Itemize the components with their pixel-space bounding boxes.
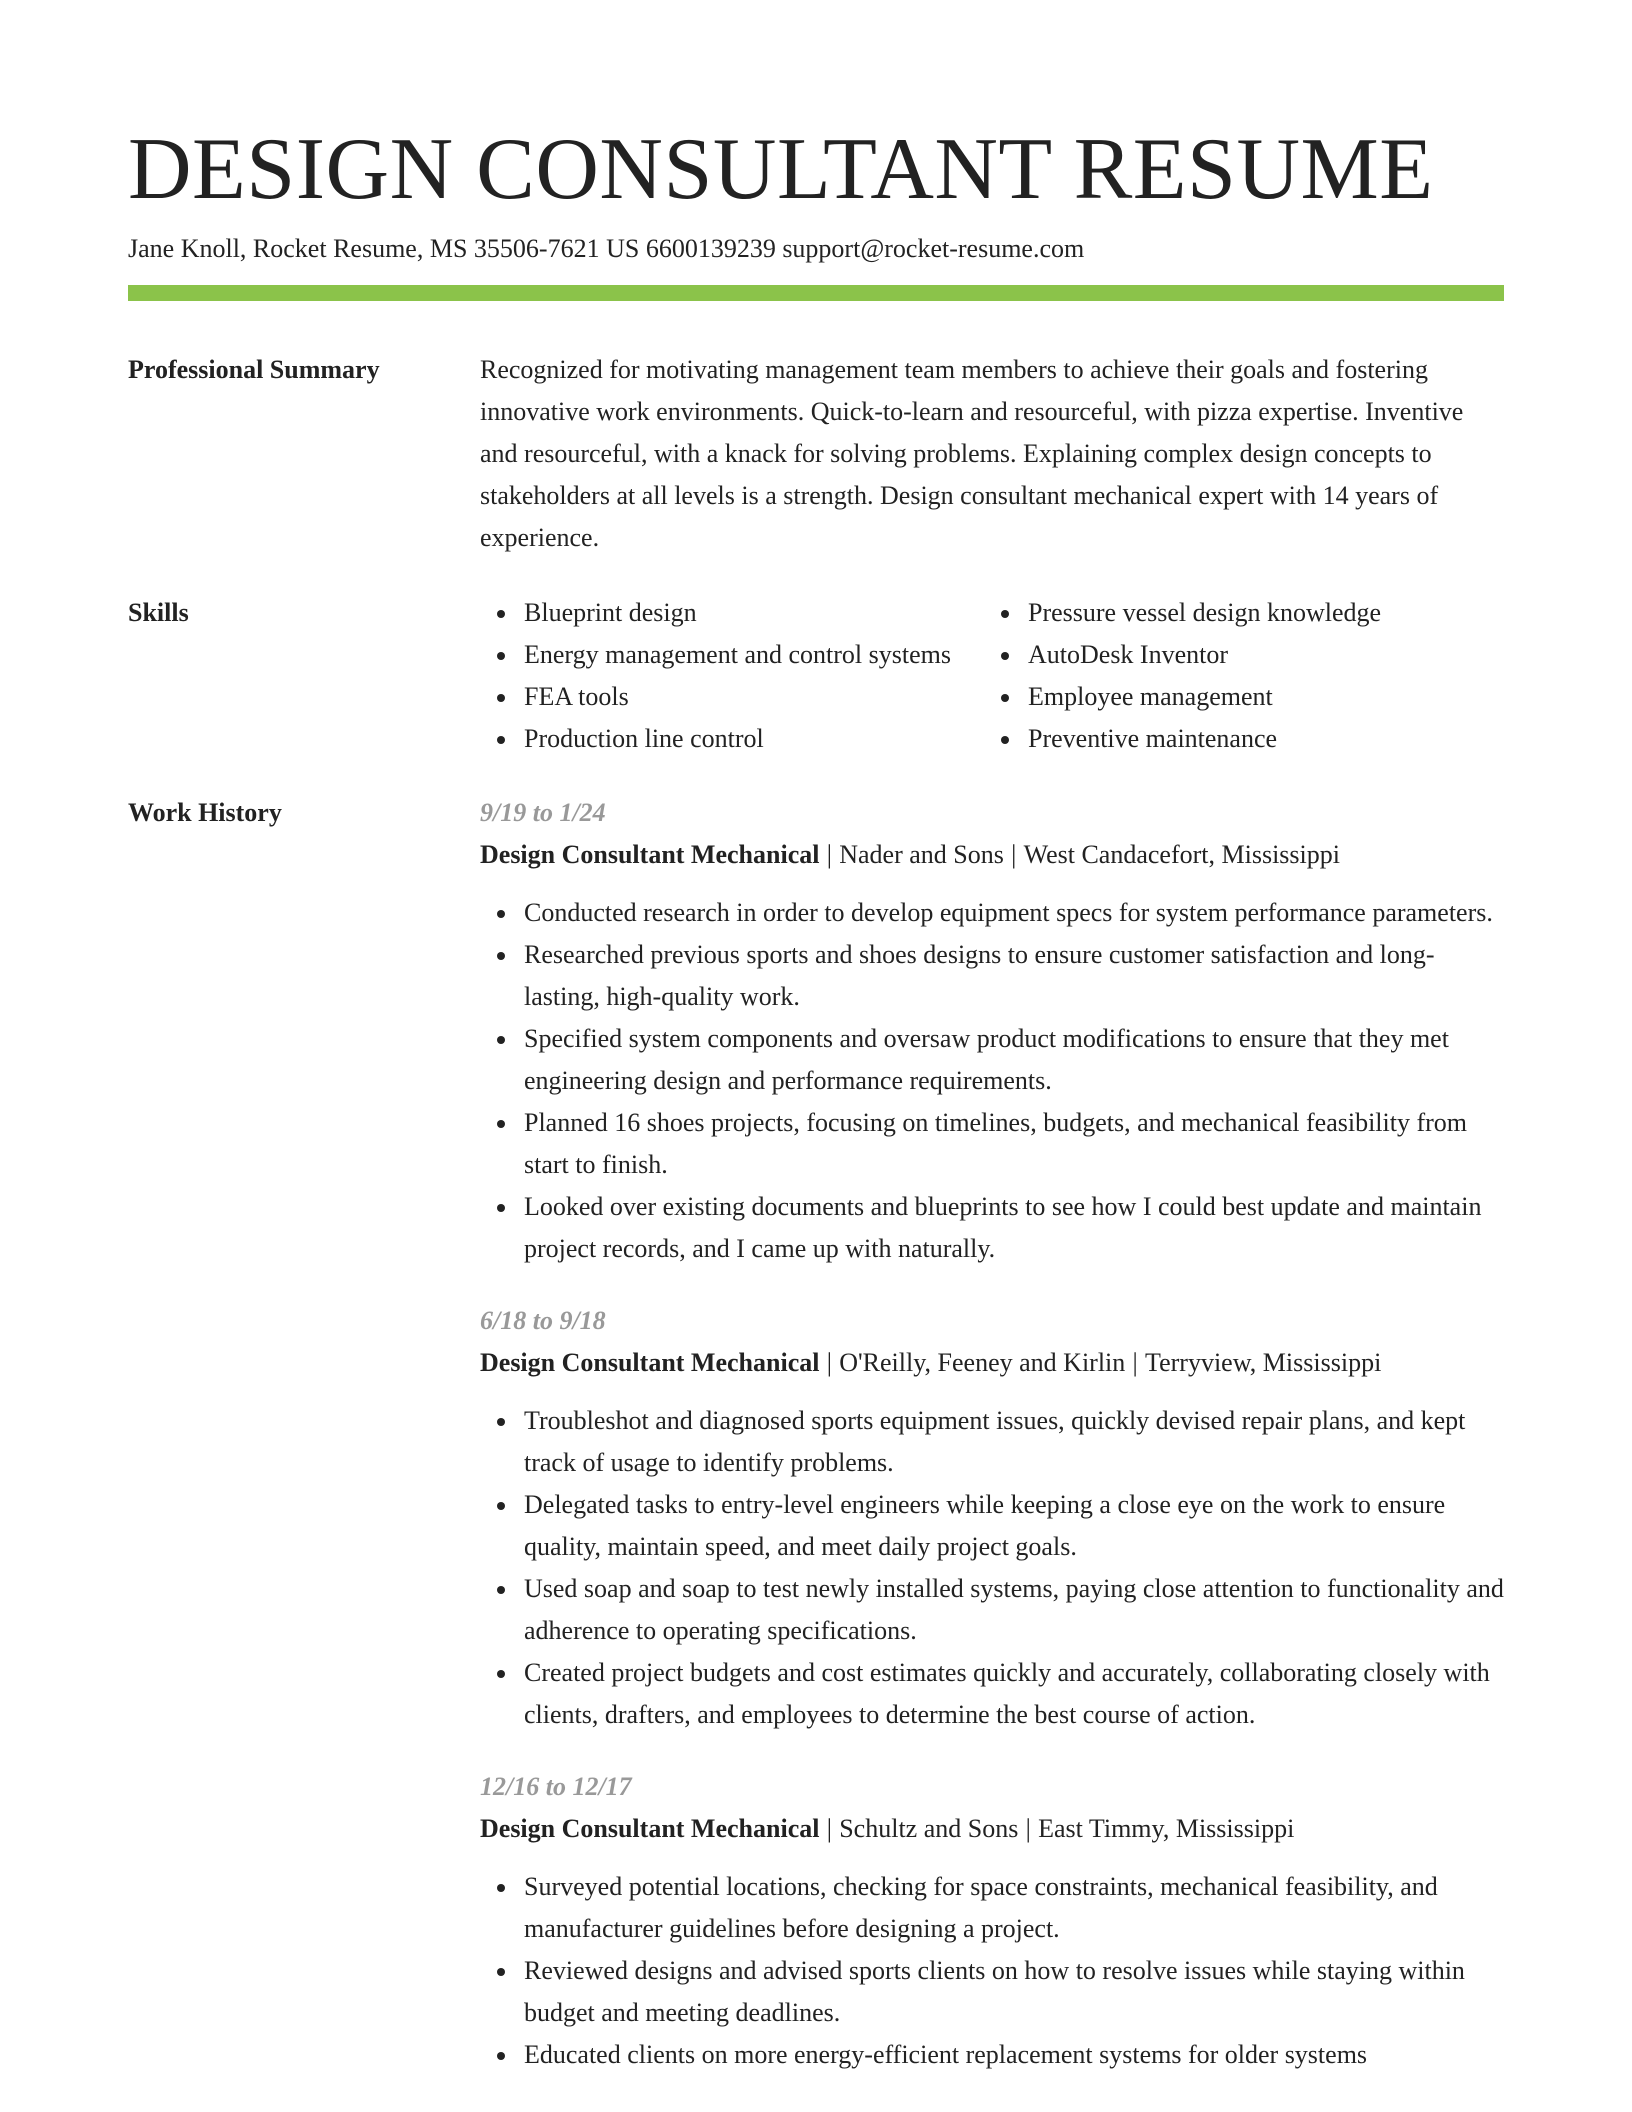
job-dates: 6/18 to 9/18 [480,1306,606,1335]
job-location: West Candacefort, Mississippi [1023,840,1340,869]
skills-body [480,592,1504,760]
contact-name-address: Jane Knoll, Rocket Resume, MS 35506-7621 US [128,234,640,263]
job-dates: 12/16 to 12/17 [480,1772,632,1801]
skill-item: AutoDesk Inventor [984,634,1504,676]
job-bullet: Educated clients on more energy-efficient replacement systems for older systems [480,2034,1504,2076]
job-bullet-list [480,1400,1504,1736]
job-bullet: Surveyed potential locations, checking for space constraints, mechanical feasibility, and manufacturer guidelines before designing a project. [480,1866,1504,1950]
separator: | [1025,1814,1031,1843]
job-company: Nader and Sons [839,840,1004,869]
job-header [480,1342,1504,1384]
skill-item: Employee management [984,676,1504,718]
job-title: Design Consultant Mechanical [480,1348,820,1377]
job-company: O'Reilly, Feeney and Kirlin [839,1348,1126,1377]
page-title: DESIGN CONSULTANT RESUME [128,121,1434,218]
job-title: Design Consultant Mechanical [480,840,820,869]
skill-item: Preventive maintenance [984,718,1504,760]
skills-columns [480,592,1504,760]
job-location: Terryview, Mississippi [1145,1348,1382,1377]
separator: | [826,1814,832,1843]
job-bullet: Created project budgets and cost estimates quickly and accurately, collaborating closely with clients, drafters, and employees to determine the best course of action. [480,1652,1504,1736]
skills-list-left [480,592,984,760]
summary-text: Recognized for motivating management team members to achieve their goals and fostering innovative work environments. Quick-to-learn and resourceful, with pizza expertise. Inventive and resourceful, with a knack for solving problems. Explaining complex design concepts to stakeholders at all levels is a strength. Design consultant mechanical expert with 14 years of experience. [480,355,1464,552]
contact-line [128,232,1084,266]
skill-item: Production line control [480,718,984,760]
work-history-body [480,792,1504,2076]
job-bullet: Delegated tasks to entry-level engineers while keeping a close eye on the work to ensure quality, maintain speed, and meet daily project goals. [480,1484,1504,1568]
separator: | [826,840,832,869]
separator: | [826,1348,832,1377]
job-entry [480,792,1504,1270]
job-header [480,1808,1504,1850]
accent-divider [128,285,1504,301]
job-entry [480,1766,1504,2076]
job-entry [480,1300,1504,1736]
skill-item: Pressure vessel design knowledge [984,592,1504,634]
summary-label: Professional Summary [128,355,380,384]
contact-email: support@rocket-resume.com [782,234,1085,263]
job-location: East Timmy, Mississippi [1038,1814,1295,1843]
job-bullet: Reviewed designs and advised sports clients on how to resolve issues while staying within budget and meeting deadlines. [480,1950,1504,2034]
job-bullet-list [480,892,1504,1270]
job-bullet: Troubleshot and diagnosed sports equipment issues, quickly devised repair plans, and kept track of usage to identify problems. [480,1400,1504,1484]
job-company: Schultz and Sons [839,1814,1019,1843]
skill-item: FEA tools [480,676,984,718]
contact-phone: 6600139239 [645,234,776,263]
job-dates: 9/19 to 1/24 [480,798,606,827]
skills-list-right [984,592,1504,760]
job-bullet: Researched previous sports and shoes designs to ensure customer satisfaction and long-lasting, high-quality work. [480,934,1504,1018]
job-bullet: Used soap and soap to test newly installed systems, paying close attention to functionality and adherence to operating specifications. [480,1568,1504,1652]
job-bullet: Looked over existing documents and blueprints to see how I could best update and maintain project records, and I came up with naturally. [480,1186,1504,1270]
work-history-label: Work History [128,798,282,827]
skills-label: Skills [128,598,189,627]
job-bullet: Specified system components and oversaw product modifications to ensure that they met engineering design and performance requirements. [480,1018,1504,1102]
job-bullet-list [480,1866,1504,2076]
job-bullet: Planned 16 shoes projects, focusing on timelines, budgets, and mechanical feasibility from start to finish. [480,1102,1504,1186]
separator: | [1011,840,1017,869]
summary-body [480,349,1504,559]
job-title: Design Consultant Mechanical [480,1814,820,1843]
job-header [480,834,1504,876]
job-bullet: Conducted research in order to develop equipment specs for system performance parameters. [480,892,1504,934]
skill-item: Energy management and control systems [480,634,984,676]
separator: | [1132,1348,1138,1377]
skill-item: Blueprint design [480,592,984,634]
